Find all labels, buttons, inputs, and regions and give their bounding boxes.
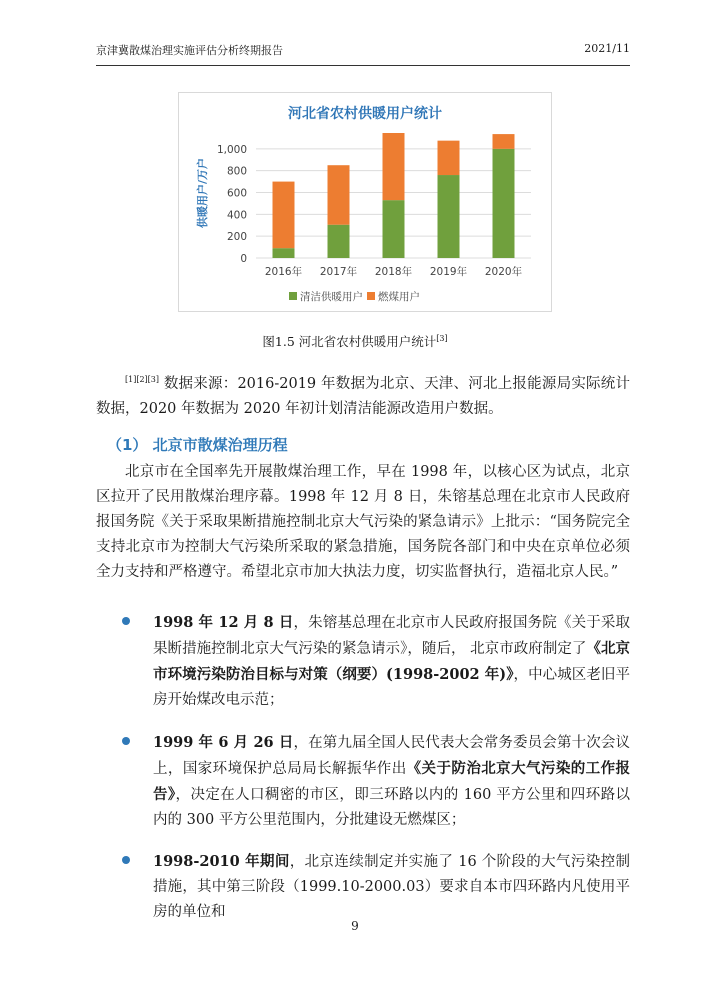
bar-segment xyxy=(493,149,515,258)
bullet-text-tail: ，决定在人口稠密的市区，即三环路以内的 160 平方公里和四环路以内的 300 平方公里范围内，分批建设无燃煤区； xyxy=(153,787,630,828)
x-tick-label: 2019年 xyxy=(429,266,468,278)
y-tick-label: 200 xyxy=(226,231,247,244)
bar-segment xyxy=(438,141,460,175)
bullet-date: 1998 年 12 月 8 日 xyxy=(153,614,294,631)
y-tick-label: 1,000 xyxy=(216,143,247,156)
bullet-date: 1998-2010 年期间 xyxy=(153,853,290,870)
page-number: 9 xyxy=(351,919,359,933)
bar-segment xyxy=(328,225,350,258)
bullet-bold-title: 《关于防治北京大气污染的工作报告》 xyxy=(153,760,631,803)
legend-swatch xyxy=(367,292,375,300)
bar-segment xyxy=(383,133,405,200)
bullet-text-tail: ，中心城区老旧平房开始煤改电示范； xyxy=(153,667,631,708)
x-tick-label: 2018年 xyxy=(374,266,413,278)
stacked-bar-chart xyxy=(179,93,551,311)
bullet-dot xyxy=(122,617,130,625)
chart-container xyxy=(178,92,552,312)
y-axis-label: 供暖用户/万户 xyxy=(196,157,209,229)
x-tick-label: 2016年 xyxy=(264,266,303,278)
header-rule xyxy=(96,65,630,66)
bullet-text: ，朱镕基总理在北京市人民政府报国务院《关于采取果断措施控制北京大气污染的紧急请示》，随后， 北京市政府制定了 xyxy=(153,615,630,657)
y-tick-label: 800 xyxy=(226,165,247,178)
caption-ref: [3] xyxy=(436,333,448,343)
section-heading: （1） 北京市散煤治理历程 xyxy=(107,436,288,454)
legend-label: 清洁供暖用户 xyxy=(300,291,363,303)
bullet-item xyxy=(153,849,630,925)
header-title: 京津冀散煤治理实施评估分析终期报告 xyxy=(96,44,283,57)
bullet-bold-title: 《北京市环境污染防治目标与对策（纲要）(1998-2002 年)》 xyxy=(153,640,631,683)
intro-paragraph: 北京市在全国率先开展散煤治理工作，早在 1998 年，以核心区为试点，北京区拉开了民用散煤治理序幕。1998 年 12 月 8 日，朱镕基总理在北京市人民政府报国务院《关于采取果断措施控制北京大气污染的紧急请示》上批示：“国务院完全支持北京市为控制大气污染所采取的紧急措施，国务院各部门和中央在京单位必须全力支持和严格遵守。希望北京市加大执法力度，切实监督执行，造福北京人民。” xyxy=(96,464,630,580)
bullet-dot xyxy=(122,856,130,864)
bullet-dot xyxy=(122,737,130,745)
legend-swatch xyxy=(289,292,297,300)
bar-segment xyxy=(493,134,515,149)
chart-title: 河北省农村供暖用户统计 xyxy=(288,106,442,122)
data-source-note xyxy=(96,367,630,422)
bullet-text: ，在第九届全国人民代表大会常务委员会第十次会议上，国家环境保护总局局长解振华作出 xyxy=(153,735,630,777)
y-tick-label: 0 xyxy=(240,253,247,265)
y-tick-label: 400 xyxy=(226,209,247,222)
caption-text: 图1.5 河北省农村供暖用户统计 xyxy=(262,334,437,349)
bar-segment xyxy=(438,175,460,258)
bar-segment xyxy=(383,200,405,258)
source-text: 数据来源：2016-2019 年数据为北京、天津、河北上报能源局实际统计数据，2020 年数据为 2020 年初计划清洁能源改造用户数据。 xyxy=(96,375,630,417)
header-date: 2021/11 xyxy=(584,42,630,55)
bar-segment xyxy=(273,182,295,249)
page-header xyxy=(96,42,630,58)
x-tick-label: 2020年 xyxy=(484,266,523,278)
bullet-item xyxy=(153,610,630,713)
bullet-item xyxy=(153,730,630,833)
figure-caption xyxy=(0,332,710,350)
x-tick-label: 2017年 xyxy=(319,266,358,278)
bullet-text: ，北京连续制定并实施了 16 个阶段的大气污染控制措施，其中第三阶段（1999.10-2000.03）要求自本市四环路内凡使用平房的单位和 xyxy=(153,854,630,920)
legend-label: 燃煤用户 xyxy=(378,291,420,303)
y-tick-label: 600 xyxy=(226,187,247,200)
bullet-date: 1999 年 6 月 26 日 xyxy=(153,734,294,751)
source-refs: [1][2][3] xyxy=(125,375,159,384)
bar-segment xyxy=(328,165,350,224)
bar-segment xyxy=(273,248,295,258)
